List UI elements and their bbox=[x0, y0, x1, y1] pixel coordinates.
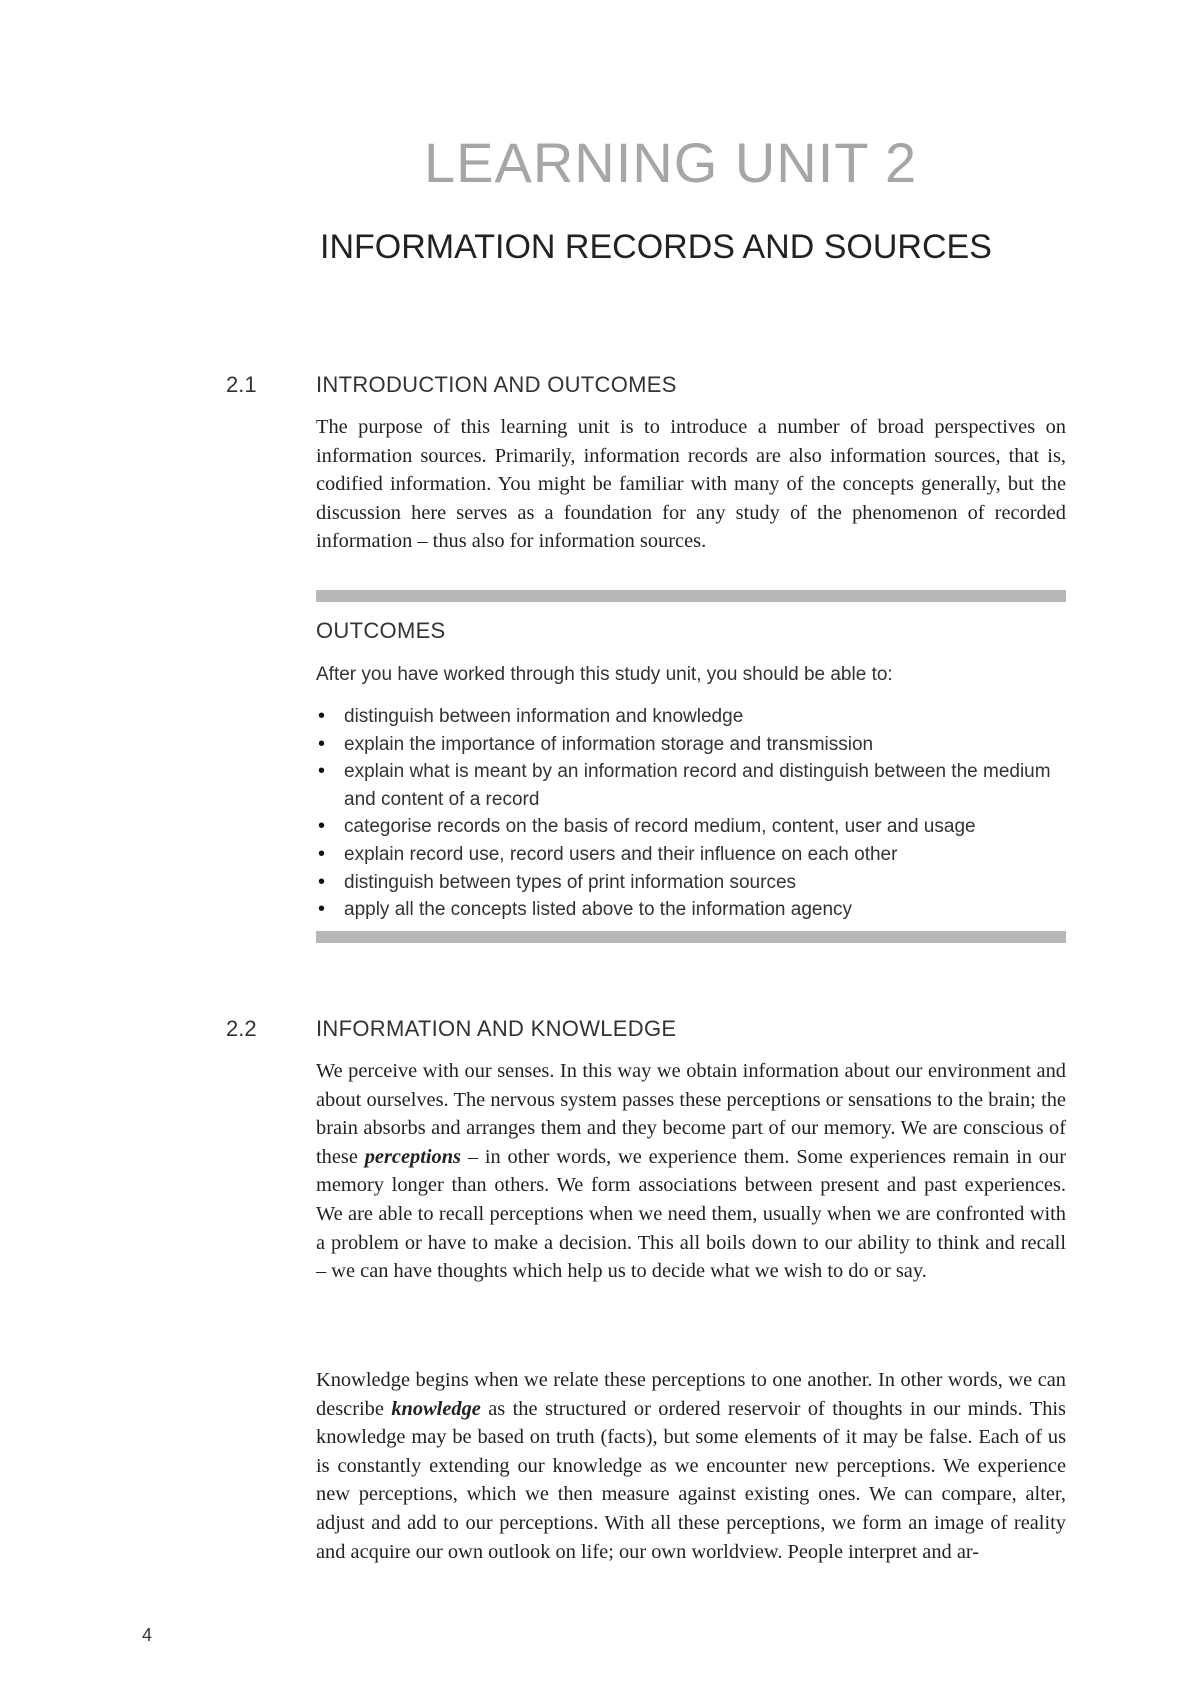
outcome-item: • categorise records on the basis of record medium, content, user and usage bbox=[316, 813, 1066, 841]
outcomes-list bbox=[316, 703, 1066, 924]
section-number-2-1: 2.1 bbox=[226, 372, 257, 397]
paragraph-knowledge: Knowledge begins when we relate these perceptions to one another. In other words, we can describe knowledge as the structured or ordered reservoir of thoughts in our minds. This knowledge may be based on truth (facts), but some elements of it may be false. Each of us is constantly extending our knowledge as we encounter new perceptions. We experience new perceptions, which we then measure against existing ones. We can compare, alter, adjust and add to our perceptions. With all these perceptions, we form an image of reality and acquire our own outlook on life; our own worldview. People interpret and ar- bbox=[316, 1369, 1066, 1563]
unit-subtitle: INFORMATION RECORDS AND SOURCES bbox=[320, 228, 992, 266]
term-perceptions: perceptions bbox=[364, 1145, 461, 1168]
outcomes-heading: OUTCOMES bbox=[316, 618, 446, 643]
outcome-item: • explain record use, record users and their influence on each other bbox=[316, 841, 1066, 869]
section-number-2-2: 2.2 bbox=[226, 1016, 257, 1041]
outcome-item: • distinguish between information and knowledge bbox=[316, 703, 1066, 731]
unit-title: LEARNING UNIT 2 bbox=[424, 131, 918, 194]
paragraph-perceptions: We perceive with our senses. In this way we obtain information about our environment and about ourselves. The nervous system passes these perceptions or sensations to the brain; the brain absorbs and arranges them and they become part of our memory. We are conscious of these perceptions – in other words, we experience them. Some experiences remain in our memory longer than others. We form associations between present and past experiences. We are able to recall perceptions when we need them, usually when we are confronted with a problem or have to make a decision. This all boils down to our ability to think and recall – we can have thoughts which help us to decide what we wish to do or say. bbox=[316, 1060, 1066, 1283]
outcome-item: • distinguish between types of print information sources bbox=[316, 869, 1066, 897]
outcomes-intro: After you have worked through this study unit, you should be able to: bbox=[316, 664, 893, 685]
outcome-item: • explain the importance of information storage and transmission bbox=[316, 731, 1066, 759]
page-number: 4 bbox=[142, 1625, 153, 1645]
outcome-item: • apply all the concepts listed above to the information agency bbox=[316, 896, 1066, 924]
section-heading-introduction: INTRODUCTION AND OUTCOMES bbox=[316, 372, 677, 397]
term-knowledge: knowledge bbox=[391, 1397, 481, 1420]
outcomes-top-divider bbox=[316, 590, 1066, 602]
section-heading-information-knowledge: INFORMATION AND KNOWLEDGE bbox=[316, 1016, 677, 1041]
outcome-item: • explain what is meant by an information record and distinguish between the medium and content of a record bbox=[316, 758, 1066, 813]
outcomes-bottom-divider bbox=[316, 931, 1066, 943]
intro-paragraph: The purpose of this learning unit is to introduce a number of broad perspectives on information sources. Primarily, information records are also information sources, that is, codified information. You might be familiar with many of the concepts generally, but the discussion here serves as a foundation for any study of the phenomenon of recorded information – thus also for information sources. bbox=[316, 416, 1066, 553]
